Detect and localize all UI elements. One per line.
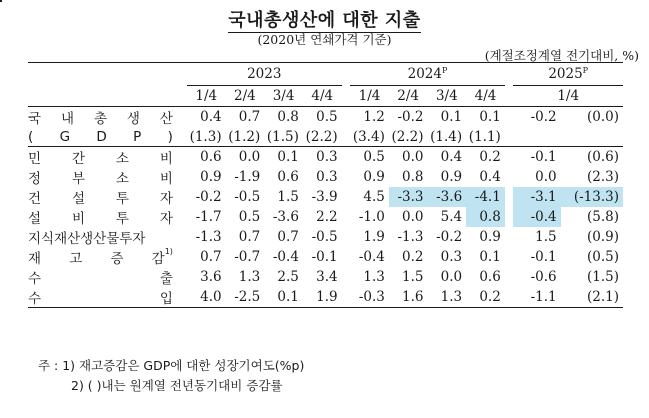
- year-label: 2023: [247, 66, 282, 82]
- value-cell: 3.6: [200, 269, 222, 285]
- value-cell: -0.3: [350, 287, 389, 308]
- spacer: [505, 267, 514, 287]
- value-cell: 0.0: [440, 269, 463, 285]
- value-cell: 0.9: [479, 229, 501, 245]
- value-cell: -4.1: [466, 187, 505, 207]
- value-cell: 0.8: [277, 109, 299, 125]
- value-cell: -1.3: [397, 229, 424, 245]
- table-row: [28, 207, 623, 227]
- quarter-label: 3/4: [264, 86, 303, 107]
- row-label: 정 부 소 비: [28, 171, 173, 187]
- year-label: 2025: [548, 66, 583, 82]
- table-row: [28, 287, 623, 308]
- value-cell: [513, 127, 623, 147]
- value-cell: 0.2: [466, 147, 505, 168]
- year-header: [187, 63, 342, 86]
- value-cell: -0.7: [234, 249, 261, 265]
- spacer: [342, 127, 351, 147]
- footnote-2: 2) ( )내는 원계열 전년동기대비 증감률: [71, 378, 283, 393]
- spacer: [505, 207, 514, 227]
- value-cell: 0.1: [479, 249, 501, 265]
- spacer: [505, 86, 514, 107]
- value-cell: -1.9: [234, 169, 261, 185]
- value-cell: 0.1: [264, 287, 303, 308]
- value-cell: 0.8: [402, 169, 424, 185]
- value-cell: 0.0: [402, 209, 424, 225]
- value-cell: (1.1): [468, 128, 501, 145]
- value-cell: 5.4: [440, 209, 463, 225]
- yoy-cell: (0.6): [561, 147, 623, 168]
- value-cell: 0.9: [200, 169, 222, 185]
- yoy-cell: (0.9): [586, 229, 619, 245]
- spacer: [342, 167, 351, 187]
- value-cell: 1.9: [303, 287, 342, 308]
- spacer: [505, 287, 514, 308]
- spacer: [505, 227, 514, 247]
- value-cell: -3.9: [311, 189, 338, 205]
- yoy-cell: (-13.3): [561, 187, 623, 207]
- spacer: [505, 167, 514, 187]
- value-cell: 0.3: [303, 147, 342, 168]
- footnotes: [38, 356, 304, 396]
- value-cell: (3.4): [352, 128, 385, 145]
- value-cell: (1.3): [189, 128, 222, 145]
- quarter-label: 3/4: [428, 86, 467, 107]
- row-label: 수 출: [28, 271, 173, 287]
- subtitle: (2020년 연쇄가격 기준): [257, 32, 392, 47]
- value-cell: 0.8: [466, 207, 505, 227]
- quarter-label: 1/4: [187, 86, 226, 107]
- row-label: 수 입: [28, 287, 187, 308]
- value-cell: 2.5: [277, 269, 299, 285]
- value-cell: 0.6: [479, 269, 501, 285]
- value-cell: 0.9: [440, 169, 463, 185]
- footnote-1: 주 : 1) 재고증감은 GDP에 대한 성장기여도(%p): [38, 358, 305, 373]
- preliminary-mark: P: [441, 66, 448, 75]
- spacer: [342, 227, 351, 247]
- value-cell: -0.1: [513, 147, 560, 168]
- value-cell: 0.7: [200, 249, 222, 265]
- value-cell: 0.5: [238, 209, 261, 225]
- value-cell: 1.3: [363, 269, 385, 285]
- yoy-cell: (2.3): [586, 169, 619, 185]
- value-cell: -1.7: [195, 209, 222, 225]
- value-cell: -0.2: [436, 229, 463, 245]
- year-header: [350, 63, 505, 86]
- value-cell: 0.0: [389, 147, 428, 168]
- value-cell: -0.5: [234, 189, 261, 205]
- yoy-cell: (5.8): [586, 209, 619, 225]
- value-cell: -3.6: [272, 209, 299, 225]
- table-row: [28, 107, 623, 128]
- gdp-expenditure-table: [28, 62, 623, 308]
- value-cell: 0.1: [479, 109, 501, 125]
- spacer: [505, 107, 514, 128]
- value-cell: 0.4: [200, 109, 222, 125]
- value-cell: -0.4: [513, 207, 560, 227]
- table-row: [28, 127, 623, 147]
- value-cell: 0.7: [238, 109, 261, 125]
- quarter-label: 1/4: [513, 86, 623, 107]
- table-row: [28, 147, 623, 168]
- yoy-cell: (0.5): [586, 249, 619, 265]
- value-cell: 0.4: [479, 169, 501, 185]
- header-row-quarters: [28, 86, 623, 107]
- yoy-cell: (1.5): [586, 269, 619, 285]
- value-cell: 1.3: [238, 269, 261, 285]
- table-row: [28, 267, 623, 287]
- value-cell: 0.5: [350, 147, 389, 168]
- table-row: [28, 227, 623, 247]
- table-title: 국내총생산에 대한 지출: [228, 10, 421, 31]
- value-cell: 0.1: [264, 147, 303, 168]
- value-cell: 0.7: [277, 229, 299, 245]
- value-cell: 1.9: [363, 229, 385, 245]
- table-row: [28, 247, 623, 267]
- quarter-label: 2/4: [389, 86, 428, 107]
- yoy-cell: (2.1): [561, 287, 623, 308]
- value-cell: (2.2): [305, 128, 338, 145]
- quarter-label: 2/4: [226, 86, 265, 107]
- value-cell: 0.2: [466, 287, 505, 308]
- value-cell: -1.3: [195, 229, 222, 245]
- value-cell: 0.6: [277, 169, 299, 185]
- value-cell: -0.6: [530, 269, 557, 285]
- value-cell: 0.7: [238, 229, 261, 245]
- header-row-years: [28, 63, 623, 86]
- value-cell: 1.5: [535, 229, 557, 245]
- header-blank: [28, 63, 187, 86]
- spacer: [505, 127, 514, 147]
- row-label: 건 설 투 자: [28, 191, 173, 207]
- value-cell: 1.5: [277, 189, 299, 205]
- spacer: [505, 147, 514, 168]
- value-cell: 4.5: [363, 189, 385, 205]
- value-cell: 0.0: [535, 169, 557, 185]
- unit-label: (계절조정계열 전기대비, %): [484, 48, 639, 63]
- value-cell: -0.1: [530, 249, 557, 265]
- value-cell: 1.3: [428, 287, 467, 308]
- value-cell: -0.2: [195, 189, 222, 205]
- spacer: [342, 247, 351, 267]
- spacer: [505, 187, 514, 207]
- yoy-cell: (0.0): [586, 109, 619, 125]
- value-cell: -0.2: [530, 109, 557, 125]
- value-cell: (1.4): [430, 128, 463, 145]
- spacer: [342, 86, 351, 107]
- table-row: [28, 167, 623, 187]
- spacer: [342, 63, 351, 86]
- value-cell: -3.1: [513, 187, 560, 207]
- value-cell: -0.1: [311, 249, 338, 265]
- spacer: [505, 63, 514, 86]
- spacer: [342, 187, 351, 207]
- value-cell: -0.2: [397, 109, 424, 125]
- value-cell: 0.4: [428, 147, 467, 168]
- value-cell: -1.0: [358, 209, 385, 225]
- value-cell: 1.6: [389, 287, 428, 308]
- value-cell: 0.0: [226, 147, 265, 168]
- quarter-label: 1/4: [350, 86, 389, 107]
- value-cell: 0.2: [402, 249, 424, 265]
- value-cell: (1.2): [228, 128, 261, 145]
- row-label: 설 비 투 자: [28, 211, 173, 227]
- value-cell: -0.4: [272, 249, 299, 265]
- spacer: [505, 247, 514, 267]
- value-cell: (1.5): [266, 128, 299, 145]
- row-label: 지식재산생산물투자: [28, 231, 146, 247]
- value-cell: -0.4: [358, 249, 385, 265]
- table-row: [28, 187, 623, 207]
- value-cell: -3.3: [389, 187, 428, 207]
- value-cell: 0.9: [363, 169, 385, 185]
- spacer: [342, 267, 351, 287]
- value-cell: 0.6: [187, 147, 226, 168]
- row-label: 재 고 증 감$^{1)}$: [28, 247, 173, 267]
- value-cell: 0.3: [316, 169, 338, 185]
- spacer: [342, 147, 351, 168]
- preliminary-mark: P: [582, 66, 589, 75]
- value-cell: -3.6: [428, 187, 467, 207]
- value-cell: 0.5: [316, 109, 338, 125]
- header-blank: [28, 86, 187, 107]
- value-cell: -1.1: [513, 287, 560, 308]
- highlight-box-2025: [0, 0, 2, 2]
- row-label: 국 내 총 생 산: [28, 111, 173, 127]
- row-label: 민 간 소 비: [28, 147, 187, 168]
- row-label: ( G D P ): [28, 128, 173, 145]
- value-cell: 1.2: [363, 109, 385, 125]
- value-cell: 1.5: [402, 269, 424, 285]
- value-cell: -2.5: [226, 287, 265, 308]
- value-cell: 3.4: [316, 269, 338, 285]
- value-cell: 0.1: [440, 109, 463, 125]
- value-cell: (2.2): [391, 128, 424, 145]
- value-cell: -0.5: [311, 229, 338, 245]
- value-cell: 4.0: [187, 287, 226, 308]
- value-cell: 2.2: [316, 209, 338, 225]
- spacer: [342, 287, 351, 308]
- spacer: [342, 107, 351, 128]
- value-cell: 0.3: [440, 249, 463, 265]
- quarter-label: 4/4: [303, 86, 342, 107]
- year-header: [513, 63, 623, 86]
- quarter-label: 4/4: [466, 86, 505, 107]
- year-label: 2024: [407, 66, 442, 82]
- spacer: [342, 207, 351, 227]
